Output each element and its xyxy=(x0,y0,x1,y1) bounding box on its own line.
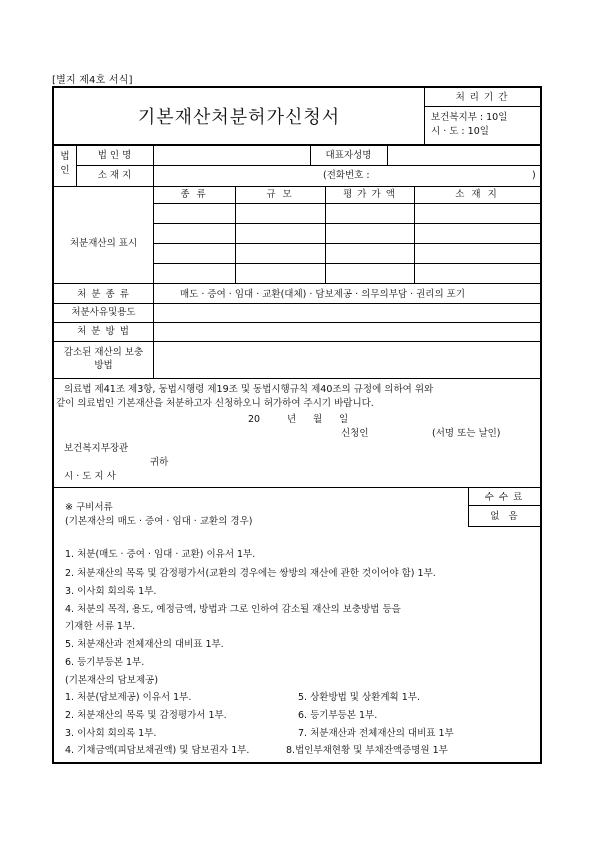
phone-label: (전화번호 : xyxy=(323,170,370,181)
collateral-document-item: 8.법인부채현황 및 부채잔액증명원 1부 xyxy=(286,745,448,756)
corporation-group-label: 법 인 xyxy=(60,151,70,176)
disposal-type-options[interactable]: 매도 · 증여 · 임대 · 교환(대체) · 담보제공 · 의무의부담 · 권리의 포기 xyxy=(180,289,466,300)
collateral-document-item: 5. 상환방법 및 상환계획 1부. xyxy=(298,692,420,703)
documents-sale-header: (기본재산의 매도 · 증여 · 임대 · 교환의 경우) xyxy=(65,516,253,527)
document-item: 기재한 서류 1부. xyxy=(65,621,136,632)
fee-label: 수 수 료 xyxy=(484,492,524,503)
property-row-4-type-cell[interactable] xyxy=(154,264,234,282)
collateral-document-item: 2. 처분재산의 목록 및 감정평가서 1부. xyxy=(65,710,227,721)
collateral-document-item: 4. 기채금액(피담보채권액) 및 담보권자 1부. xyxy=(65,745,250,756)
property-row-3-type-cell[interactable] xyxy=(154,244,234,262)
disposal-method-label: 처 분 방 법 xyxy=(77,326,130,337)
applicant-label: 신청인 xyxy=(341,428,369,439)
column-header-scale: 규 모 xyxy=(266,189,294,200)
signature-label[interactable]: (서명 또는 날인) xyxy=(432,428,501,439)
processing-period-header: 처 리 기 간 xyxy=(455,92,509,103)
collateral-document-item: 6. 등기부등본 1부. xyxy=(298,710,378,721)
collateral-document-item: 1. 처분(담보제공) 이유서 1부. xyxy=(65,692,192,703)
date-month-unit: 월 xyxy=(313,414,323,425)
documents-title: ※ 구비서류 xyxy=(65,502,113,513)
date-day-unit: 일 xyxy=(339,414,349,425)
date-year-unit: 년 xyxy=(287,414,297,425)
document-item: 1. 처분(매도 · 증여 · 임대 · 교환) 이유서 1부. xyxy=(65,549,256,560)
form-number-label: [별지 제4호 서식] xyxy=(52,75,133,86)
collateral-document-item: 7. 처분재산과 전체재산의 대비표 1부 xyxy=(298,728,454,739)
document-item: 4. 처분의 목적, 용도, 예정금액, 방법과 그로 인하여 감소될 재산의 보충방법 등을 xyxy=(65,604,401,615)
collateral-document-item: 3. 이사회 회의록 1부. xyxy=(65,728,157,739)
representative-label: 대표자성명 xyxy=(325,150,372,161)
address-label: 소 재 지 xyxy=(97,170,132,181)
declaration-line-1: 의료법 제41조 제3항, 동법시행령 제19조 및 동법시행규칙 제40조의 규정에 의하여 위와 xyxy=(64,384,434,395)
disposal-type-label: 처 분 종 류 xyxy=(77,289,130,300)
document-item: 6. 등기부등본 1부. xyxy=(65,657,145,668)
property-row-2-type-cell[interactable] xyxy=(154,224,234,242)
declaration-line-2: 같이 의료법인 기본재산을 처분하고자 신청하오니 허가하여 주시기 바랍니다. xyxy=(56,398,374,409)
fee-value: 없 음 xyxy=(490,511,518,522)
recipient-governor: 시 · 도 지 사 xyxy=(64,471,116,482)
processing-period-ministry: 보건복지부 : 10일 xyxy=(431,112,508,123)
compensation-method-label: 감소된 재산의 보충 방법 xyxy=(63,347,144,371)
document-item: 5. 처분재산과 전체재산의 대비표 1부. xyxy=(65,639,224,650)
document-item: 2. 처분재산의 목록 및 감정평가서(교환의 경우에는 쌍방의 재산에 관한 것이어야 함) 1부. xyxy=(65,568,436,579)
disposal-reason-label: 처분사유및용도 xyxy=(71,307,136,318)
recipient-minister: 보건복지부장관 xyxy=(64,443,129,454)
processing-period-city: 시 · 도 : 10일 xyxy=(431,126,489,137)
property-row-1-type-cell[interactable] xyxy=(154,204,234,222)
date-year: 20 xyxy=(248,414,261,425)
form-title: 기본재산처분허가신청서 xyxy=(137,107,341,128)
column-header-location: 소 재 지 xyxy=(455,189,499,200)
documents-collateral-header: (기본재산의 담보제공) xyxy=(65,675,159,686)
phone-close-paren: ) xyxy=(532,170,536,181)
application-form xyxy=(52,86,542,764)
column-header-valuation: 평 가 가 액 xyxy=(343,189,396,200)
document-item: 3. 이사회 회의록 1부. xyxy=(65,586,157,597)
column-header-type: 종 류 xyxy=(180,189,208,200)
recipient-suffix: 귀하 xyxy=(150,457,169,468)
corporation-name-label: 법 인 명 xyxy=(97,150,132,161)
property-display-label: 처분재산의 표시 xyxy=(69,238,138,249)
